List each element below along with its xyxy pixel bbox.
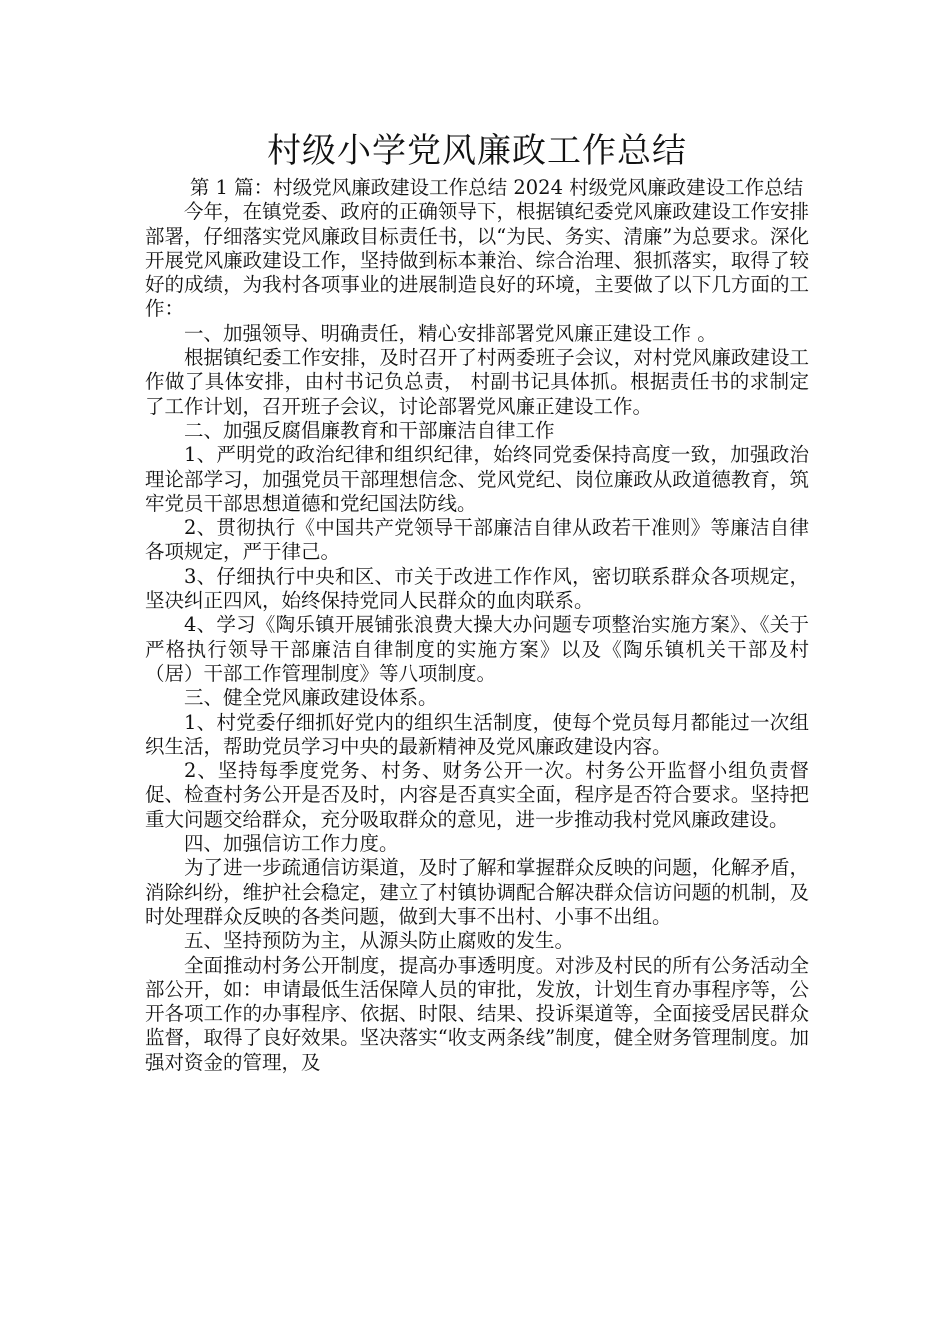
paragraph: 全面推动村务公开制度，提高办事透明度。对涉及村民的所有公务活动全部公开，如：申请最低生活保障人员的审批，发放，计划生育办事程序等，公开各项工作的办事程序、依据、时限、结果、投诉渠道等，全面接受居民群众监督，取得了良好效果。坚决落实“收支两条线”制度，健全财务管理制度。加强对资金的管理，及 xyxy=(145,953,809,1074)
paragraph-intro: 今年，在镇党委、政府的正确领导下，根据镇纪委党风廉政建设工作安排部署，仔细落实党风廉政目标责任书，以“为民、务实、清廉”为总要求。深化开展党风廉政建设工作，坚持做到标本兼治、综合治理、狠抓落实，取得了较好的成绩，为我村各项事业的进展制造良好的环境，主要做了以下几方面的工作： xyxy=(145,200,809,321)
section-heading-4: 四、加强信访工作力度。 xyxy=(184,832,399,856)
document-title: 村级小学党风廉政工作总结 xyxy=(267,131,687,171)
paragraph: 为了进一步疏通信访渠道，及时了解和掌握群众反映的问题，化解矛盾，消除纠纷，维护社会稳定，建立了村镇协调配合解决群众信访问题的机制，及时处理群众反映的各类问题，做到大事不出村、小事不出组。 xyxy=(145,856,809,928)
paragraph: 根据镇纪委工作安排，及时召开了村两委班子会议，对村党风廉政建设工作做了具体安排，由村书记负总责， 村副书记具体抓。根据责任书的求制定了工作计划，召开班子会议，讨论部署党风廉正建设工作。 xyxy=(145,346,809,418)
paragraph: 2、坚持每季度党务、村务、财务公开一次。村务公开监督小组负责督促、检查村务公开是否及时，内容是否真实全面，程序是否符合要求。坚持把重大问题交给群众，充分吸取群众的意见，进一步推动我村党风廉政建设。 xyxy=(145,759,809,831)
paragraph: 1、严明党的政治纪律和组织纪律，始终同党委保持高度一致，加强政治理论部学习，加强党员干部理想信念、党风党纪、岗位廉政从政道德教育，筑牢党员干部思想道德和党纪国法防线。 xyxy=(145,443,809,515)
paragraph: 1、村党委仔细抓好党内的组织生活制度，使每个党员每月都能过一次组织生活，帮助党员学习中央的最新精神及党风廉政建设内容。 xyxy=(145,710,809,758)
document-page xyxy=(145,128,809,1075)
paragraph: 2、贯彻执行《中国共产党领导干部廉洁自律从政若干准则》等廉洁自律各项规定，严于律己。 xyxy=(145,516,809,564)
section-heading-2: 二、加强反腐倡廉教育和干部廉洁自律工作 xyxy=(184,418,555,442)
section-heading-5: 五、坚持预防为主，从源头防止腐败的发生。 xyxy=(184,929,575,953)
section-heading-1: 一、加强领导、明确责任，精心安排部署党风廉正建设工作 。 xyxy=(184,321,717,345)
section-heading-3: 三、健全党风廉政建设体系。 xyxy=(184,686,438,710)
paragraph: 3、仔细执行中央和区、市关于改进工作作风，密切联系群众各项规定，坚决纠正四风，始终保持党同人民群众的血肉联系。 xyxy=(145,564,809,613)
paragraph: 4、学习《陶乐镇开展铺张浪费大操大办问题专项整治实施方案》、《关于严格执行领导干部廉洁自律制度的实施方案》以及《陶乐镇机关干部及村（居）干部工作管理制度》等八项制度。 xyxy=(145,613,809,685)
paragraph-heading: 第 1 篇：村级党风廉政建设工作总结 2024 村级党风廉政建设工作总结 xyxy=(189,176,804,199)
